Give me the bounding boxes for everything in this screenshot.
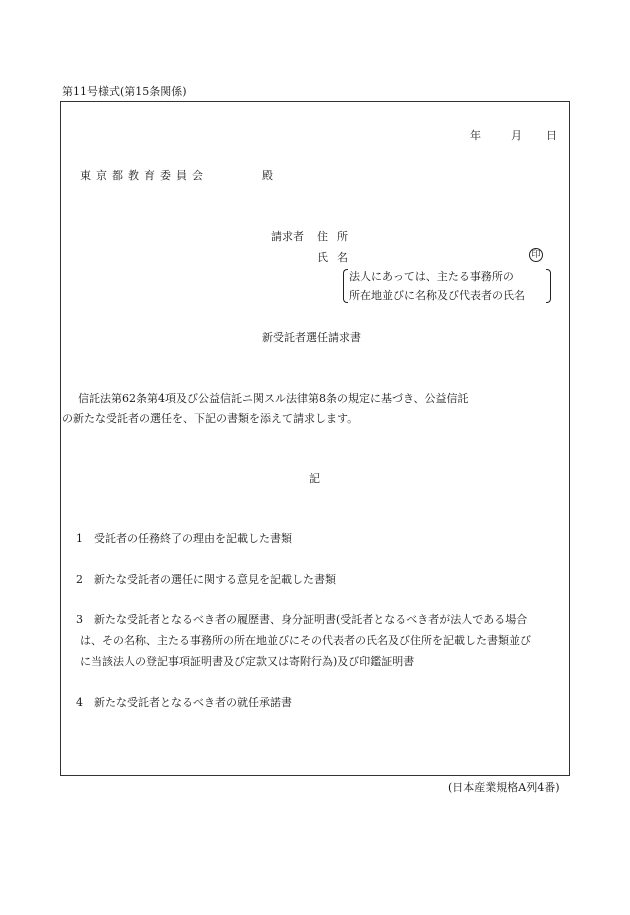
list-item	[76, 533, 292, 544]
address-label: 住所	[317, 230, 357, 243]
paper-size-note: (日本産業規格A列4番)	[448, 781, 560, 794]
form-number-label: 第11号様式(第15条関係)	[62, 85, 187, 98]
date-year: 年	[470, 129, 481, 142]
item-text-continued: に当該法人の登記事項証明書及び定款又は寄附行為)及び印鑑証明書	[80, 655, 415, 668]
item-number: 4	[76, 696, 83, 709]
list-item	[76, 614, 527, 625]
date-line	[470, 130, 557, 141]
note-bracket-left	[343, 269, 348, 303]
note-bracket-right	[546, 269, 551, 303]
item-number: 2	[76, 573, 83, 586]
requester-label: 請求者	[271, 230, 304, 243]
name-label: 氏名	[317, 251, 357, 264]
item-number: 1	[76, 532, 83, 545]
body-text-line1: 信託法第62条第4項及び公益信託ニ関スル法律第8条の規定に基づき、公益信託	[78, 392, 469, 405]
seal-mark: 印	[529, 248, 543, 262]
document-title: 新受託者選任請求書	[262, 331, 361, 344]
corporate-note-line2: 所在地並びに名称及び代表者の氏名	[349, 289, 525, 302]
item-text: 新たな受託者となるべき者の就任承諾書	[94, 696, 292, 709]
form-frame	[60, 101, 570, 776]
body-text-line2: の新たな受託者の選任を、下記の書類を添えて請求します。	[62, 412, 359, 425]
item-text: 受託者の任務終了の理由を記載した書類	[94, 532, 292, 545]
item-number: 3	[76, 613, 83, 626]
addressee: 東京都教育委員会	[80, 169, 208, 182]
ki-heading: 記	[309, 472, 320, 485]
date-day: 日	[546, 129, 557, 142]
corporate-note-line1: 法人にあっては、主たる事務所の	[349, 270, 514, 283]
honorific: 殿	[262, 169, 273, 182]
item-text-continued: は、その名称、主たる事務所の所在地並びにその代表者の氏名及び住所を記載した書類並び	[80, 634, 531, 647]
item-text: 新たな受託者の選任に関する意見を記載した書類	[94, 573, 336, 586]
date-month: 月	[511, 129, 522, 142]
list-item	[76, 697, 292, 708]
item-text: 新たな受託者となるべき者の履歴書、身分証明書(受託者となるべき者が法人である場合	[94, 613, 528, 626]
list-item	[76, 574, 336, 585]
